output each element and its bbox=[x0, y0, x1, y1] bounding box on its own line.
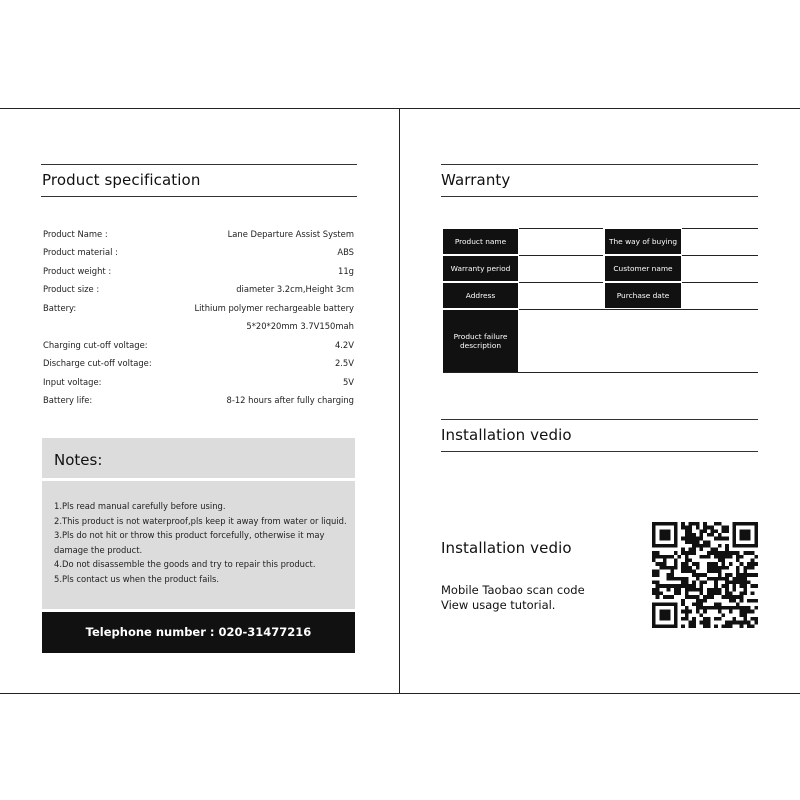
spec-row bbox=[43, 395, 354, 411]
notes-header bbox=[42, 438, 355, 478]
label-address: Address bbox=[443, 283, 518, 308]
field-product-failure[interactable] bbox=[519, 309, 758, 372]
warranty-bottom-line bbox=[443, 372, 758, 373]
spec-value: 8-12 hours after fully charging bbox=[226, 395, 354, 405]
install-top-rule bbox=[441, 419, 758, 420]
field-address[interactable] bbox=[519, 282, 603, 308]
spec-row bbox=[43, 377, 354, 393]
field-way-of-buying[interactable] bbox=[682, 228, 758, 254]
label-way-of-buying: The way of buying bbox=[605, 229, 681, 254]
install-title: Installation vedio bbox=[441, 539, 572, 557]
field-warranty-period[interactable] bbox=[519, 255, 603, 281]
spec-label: Charging cut-off voltage: bbox=[43, 340, 148, 350]
spec-value: Lane Departure Assist System bbox=[227, 229, 354, 239]
spec-label: Battery: bbox=[43, 303, 77, 313]
notes-title: Notes: bbox=[54, 451, 103, 469]
install-bottom-rule bbox=[441, 451, 758, 452]
spec-label: Discharge cut-off voltage: bbox=[43, 358, 152, 368]
spec-row bbox=[43, 340, 354, 356]
install-heading: Installation vedio bbox=[441, 426, 572, 444]
note-line: 1.Pls read manual carefully before using. bbox=[54, 501, 226, 511]
manual-spread bbox=[0, 108, 800, 694]
spec-row bbox=[43, 284, 354, 300]
spec-row bbox=[43, 247, 354, 263]
spec-value: 2.5V bbox=[334, 358, 354, 368]
spec-row bbox=[43, 266, 354, 282]
field-customer-name[interactable] bbox=[682, 255, 758, 281]
warranty-bottom-rule bbox=[441, 196, 758, 197]
warranty-top-rule bbox=[441, 164, 758, 165]
note-line: damage the product. bbox=[54, 545, 143, 555]
spec-value: 5*20*20mm 3.7V150mah bbox=[246, 321, 354, 331]
scan-instruction-1: Mobile Taobao scan code bbox=[441, 583, 585, 597]
spec-row bbox=[43, 229, 354, 245]
left-page bbox=[0, 109, 399, 693]
spec-label: Product weight : bbox=[43, 266, 112, 276]
qr-code-icon[interactable] bbox=[652, 522, 758, 628]
spec-label: Product material : bbox=[43, 247, 118, 257]
spec-value: Lithium polymer rechargeable battery bbox=[194, 303, 354, 313]
spec-value: diameter 3.2cm,Height 3cm bbox=[236, 284, 354, 294]
page-title: Product specification bbox=[42, 171, 201, 189]
note-line: 2.This product is not waterproof,pls keep it away from water or liquid. bbox=[54, 516, 347, 526]
title-top-rule bbox=[41, 164, 357, 165]
telephone-banner: Telephone number : 020-31477216 bbox=[42, 612, 355, 653]
label-product-failure: Product failure description bbox=[443, 310, 518, 372]
label-product-name: Product name bbox=[443, 229, 518, 254]
note-line: 5.Pls contact us when the product fails. bbox=[54, 574, 220, 584]
spec-row bbox=[43, 358, 354, 374]
note-line: 4.Do not disassemble the goods and try to repair this product. bbox=[54, 559, 316, 569]
spec-label: Battery life: bbox=[43, 395, 93, 405]
spec-label: Product Name : bbox=[43, 229, 108, 239]
spec-label: Product size : bbox=[43, 284, 100, 294]
label-purchase-date: Purchase date bbox=[605, 283, 681, 308]
spec-value: ABS bbox=[337, 247, 354, 257]
right-page bbox=[400, 109, 800, 693]
spec-value: 11g bbox=[338, 266, 354, 276]
note-line: 3.Pls do not hit or throw this product forcefully, otherwise it may bbox=[54, 530, 325, 540]
spec-label: Input voltage: bbox=[43, 377, 102, 387]
spec-value: 5V bbox=[342, 377, 354, 387]
notes-box bbox=[42, 481, 355, 609]
spec-row bbox=[43, 303, 354, 319]
spec-row bbox=[43, 321, 354, 337]
field-product-name[interactable] bbox=[519, 228, 603, 254]
warranty-title: Warranty bbox=[441, 171, 511, 189]
scan-instruction-2: View usage tutorial. bbox=[441, 598, 556, 612]
label-customer-name: Customer name bbox=[605, 256, 681, 281]
spec-value: 4.2V bbox=[334, 340, 354, 350]
title-bottom-rule bbox=[41, 196, 357, 197]
field-purchase-date[interactable] bbox=[682, 282, 758, 308]
label-warranty-period: Warranty period bbox=[443, 256, 518, 281]
